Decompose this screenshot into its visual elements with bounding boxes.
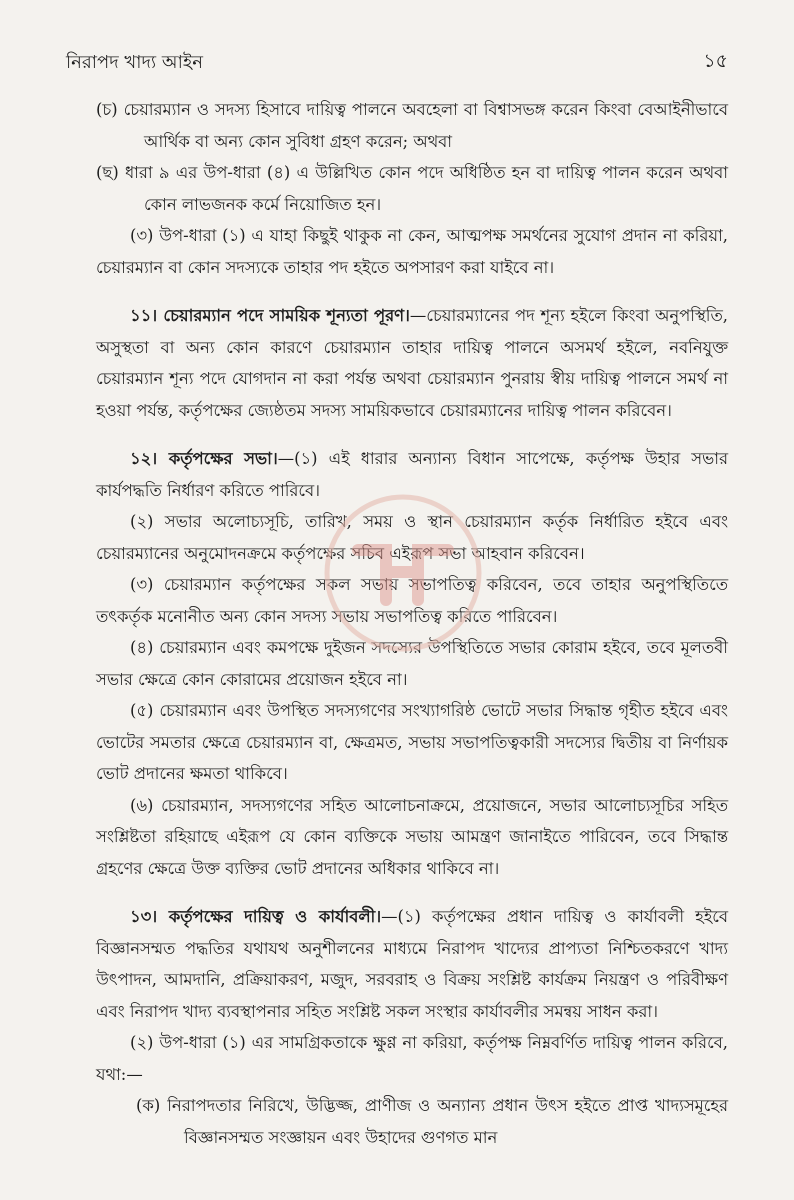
- book-title: নিরাপদ খাদ্য আইন: [66, 51, 203, 73]
- section-12-sub-3: (৩) চেয়ারম্যান কর্তৃপক্ষের সকল সভায় সভাপতিত্ব করিবেন, তবে তাহার অনুপস্থিতিতে তৎকর্তৃক মনোনীত অন্য কোন সদস্য সভায় সভাপতিত্ব করিতে পারিবেন।: [96, 575, 728, 626]
- section-13-text: —(১) কর্তৃপক্ষের প্রধান দায়িত্ব ও কার্যাবলী হইবে বিজ্ঞানসম্মত পদ্ধতির যথাযথ অনুশীলনের মাধ্যমে নিরাপদ খাদ্যের প্রাপ্যতা নিশ্চিতকরণে খাদ্য উৎপাদন, আমদানি, প্রক্রিয়াকরণ, মজুদ, সরবরাহ ও বিক্রয় সংশ্লিষ্ট কার্যক্রম নিয়ন্ত্রণ ও পরিবীক্ষণ এবং নিরাপদ খাদ্য ব্যবস্থাপনার সহিত সংশ্লিষ্ট সকল সংস্থার কার্যাবলীর সমন্বয় সাধন করা।: [96, 907, 728, 1021]
- section-13-sub-2: (২) উপ-ধারা (১) এর সামগ্রিকতাকে ক্ষুণ্ণ না করিয়া, কর্তৃপক্ষ নিম্নবর্ণিত দায়িত্ব পালন করিবে, যথা:—: [96, 1033, 728, 1084]
- clause-cha: (চ) চেয়ারম্যান ও সদস্য হিসাবে দায়িত্ব পালনে অবহেলা বা বিশ্বাসভঙ্গ করেন কিংবা বেআইনীভাবে আর্থিক বা অন্য কোন সুবিধা গ্রহণ করেন; অথবা: [96, 100, 728, 151]
- clause-chha: (ছ) ধারা ৯ এর উপ-ধারা (৪) এ উল্লিখিত কোন পদে অধিষ্ঠিত হন বা দায়িত্ব পালন করেন অথবা কোন লাভজনক কর্মে নিয়োজিত হন।: [96, 163, 728, 214]
- section-13-clause-ka: (ক) নিরাপদতার নিরিখে, উদ্ভিজ্জ, প্রাণীজ ও অন্যান্য প্রধান উৎস হইতে প্রাপ্ত খাদ্যসমূহের বিজ্ঞানসম্মত সংজ্ঞায়ন এবং উহাদের গুণগত মান: [136, 1096, 728, 1147]
- section-12-sub-6: (৬) চেয়ারম্যান, সদস্যগণের সহিত আলোচনাক্রমে, প্রয়োজনে, সভার আলোচ্যসূচির সহিত সংশ্লিষ্টতা রহিয়াছে এইরূপ যে কোন ব্যক্তিকে সভায় আমন্ত্রণ জানাইতে পারিবেন, তবে সিদ্ধান্ত গ্রহণের ক্ষেত্রে উক্ত ব্যক্তির ভোট প্রদানের অধিকার থাকিবে না।: [96, 795, 728, 878]
- section-12-heading: ১২। কর্তৃপক্ষের সভা।: [130, 449, 278, 468]
- section-12-sub-5: (৫) চেয়ারম্যান এবং উপস্থিত সদস্যগণের সংখ্যাগরিষ্ঠ ভোটে সভার সিদ্ধান্ত গৃহীত হইবে এবং ভোটের সমতার ক্ষেত্রে চেয়ারম্যান বা, ক্ষেত্রমত, সভায় সভাপতিত্বকারী সদস্যের দ্বিতীয় বা নির্ণায়ক ভোট প্রদানের ক্ষমতা থাকিবে।: [96, 701, 728, 783]
- page-number: ১৫: [703, 50, 728, 72]
- section-12-text: —(১) এই ধারার অন্যান্য বিধান সাপেক্ষে, কর্তৃপক্ষ উহার সভার কার্যপদ্ধতি নির্ধারণ করিতে পারিবে।: [96, 449, 729, 500]
- section-13-heading: ১৩। কর্তৃপক্ষের দায়িত্ব ও কার্যাবলী।: [130, 907, 382, 926]
- section-11-heading: ১১। চেয়ারম্যান পদে সাময়িক শূন্যতা পূরণ।: [130, 306, 410, 325]
- section-11: [96, 300, 728, 426]
- page-header: [66, 48, 728, 78]
- sub-section-3: (৩) উপ-ধারা (১) এ যাহা কিছুই থাকুক না কেন, আত্মপক্ষ সমর্থনের সুযোগ প্রদান না করিয়া, চেয়ারম্যান বা কোন সদস্যকে তাহার পদ হইতে অপসারণ করা যাইবে না।: [96, 226, 728, 277]
- section-12: [96, 443, 728, 506]
- section-13: [96, 901, 728, 1027]
- section-12-sub-4: (৪) চেয়ারম্যান এবং কমপক্ষে দুইজন সদস্যের উপস্থিতিতে সভার কোরাম হইবে, তবে মূলতবী সভার ক্ষেত্রে কোন কোরামের প্রয়োজন হইবে না।: [96, 638, 728, 689]
- section-11-text: —চেয়ারম্যানের পদ শূন্য হইলে কিংবা অনুপস্থিতি, অসুস্থতা বা অন্য কোন কারণে চেয়ারম্যান তাহার দায়িত্ব পালনে অসমর্থ হইলে, নবনিযুক্ত চেয়ারম্যান শূন্য পদে যোগদান না করা পর্যন্ত অথবা চেয়ারম্যান পুনরায় স্বীয় দায়িত্ব পালনে সমর্থ না হওয়া পর্যন্ত, কর্তৃপক্ষের জ্যেষ্ঠতম সদস্য সাময়িকভাবে চেয়ারম্যানের দায়িত্ব পালন করিবেন।: [96, 306, 728, 420]
- page-body: [96, 94, 728, 1153]
- section-12-sub-2: (২) সভার অলোচ্যসূচি, তারিখ, সময় ও স্থান চেয়ারম্যান কর্তৃক নির্ধারিত হইবে এবং চেয়ারম্যানের অনুমোদনক্রমে কর্তৃপক্ষের সচিব এইরূপ সভা আহবান করিবেন।: [96, 512, 728, 563]
